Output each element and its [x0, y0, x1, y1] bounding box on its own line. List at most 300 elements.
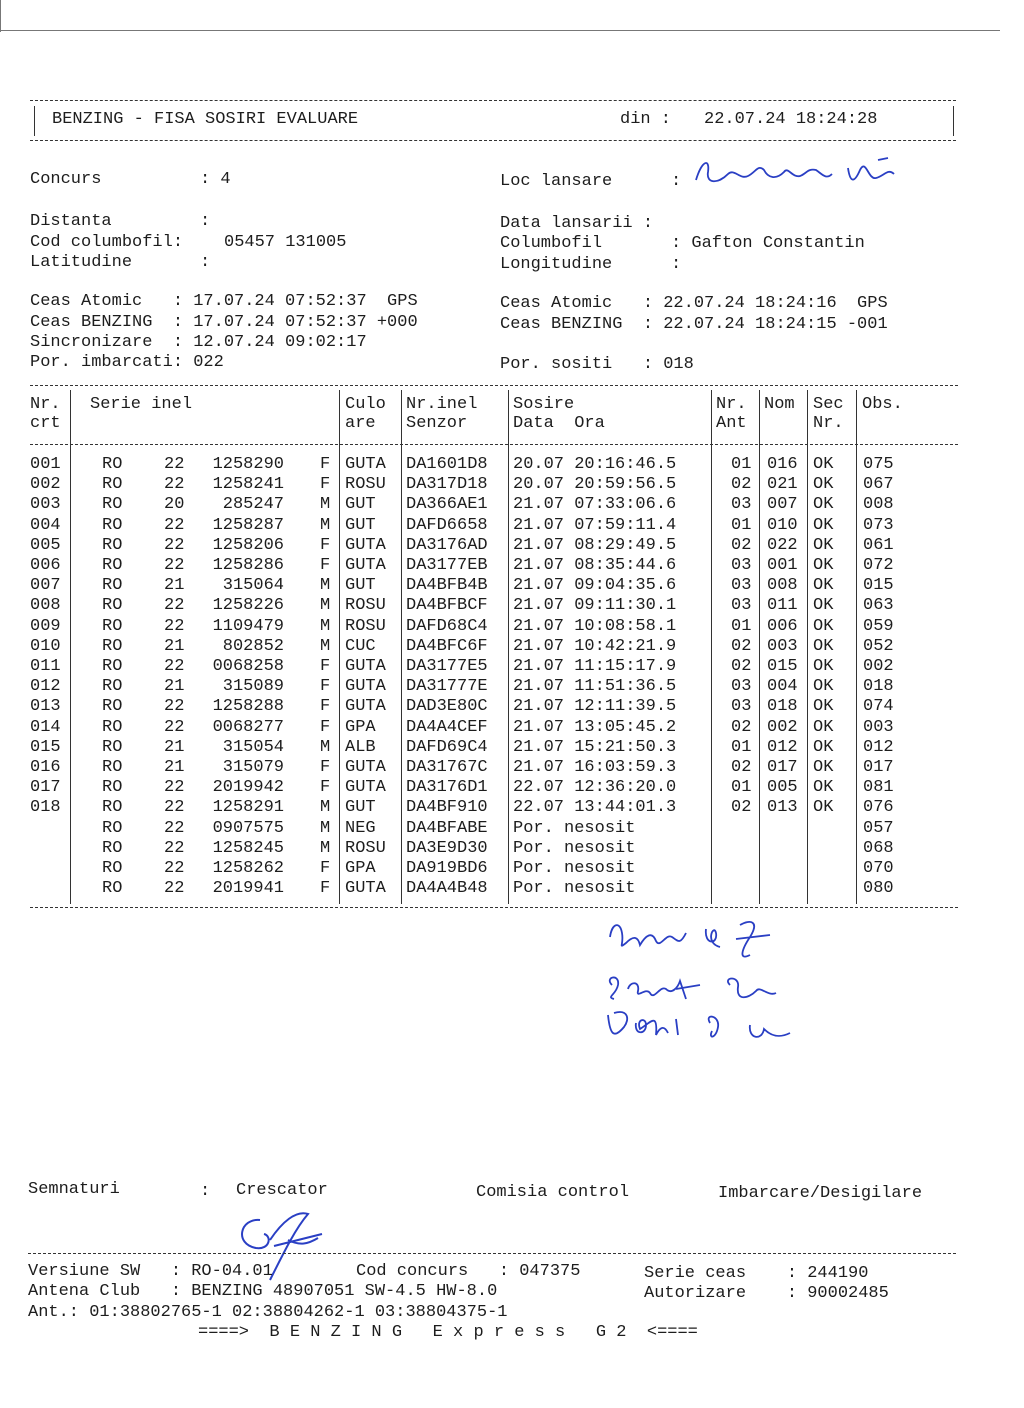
cell-senzor: DA366AE1	[406, 495, 488, 515]
cell-nr-crt: 003	[30, 495, 61, 515]
cod-columbofil-label: Cod columbofil:	[30, 233, 184, 252]
cell-sex: M	[320, 737, 331, 757]
cell-culoare: GUTA	[345, 879, 386, 899]
cell-culoare: GUTA	[345, 556, 386, 575]
cell-senzor: DA4BFB4B	[406, 576, 488, 596]
cell-inel: 1258241	[212, 475, 284, 495]
cell-nr-crt: 001	[30, 455, 61, 474]
antena-club: Antena Club : BENZING 48907051 SW-4.5 HW-8.0	[28, 1282, 498, 1301]
header-left-border	[34, 106, 35, 136]
cell-culoare: GUTA	[345, 535, 386, 555]
cell-an: 22	[164, 515, 185, 535]
benzing-express-banner: ====> B E N Z I N G E x p r e s s G 2 <====	[198, 1323, 698, 1342]
cell-nom: 013	[767, 798, 798, 818]
sincronizare: Sincronizare : 12.07.24 09:02:17	[30, 333, 367, 352]
table-row	[0, 778, 1000, 798]
cell-senzor: DA31777E	[406, 677, 488, 697]
cell-nr-antena: 01	[731, 455, 752, 474]
cell-senzor: DA3177EB	[406, 556, 488, 575]
cell-sex: M	[320, 636, 331, 656]
cell-inel: 1258291	[212, 798, 284, 818]
header-bottom-border	[30, 140, 956, 141]
cell-inel: 802852	[222, 636, 284, 656]
cell-tara: RO	[102, 677, 123, 697]
comisia-control-label: Comisia control	[476, 1183, 630, 1202]
cell-obs: 002	[863, 657, 894, 676]
cell-sec-nr: OK	[813, 596, 834, 616]
cell-nr-crt: 013	[30, 697, 61, 717]
cell-obs: 057	[863, 818, 894, 838]
table-row	[0, 738, 1000, 758]
cell-obs: 072	[863, 556, 894, 575]
cell-tara: RO	[102, 798, 123, 818]
cell-nr-crt: 002	[30, 475, 61, 495]
cell-sosire: 21.07 09:04:35.6	[513, 576, 677, 596]
cell-inel: 1258286	[212, 556, 284, 575]
cell-sex: F	[320, 879, 331, 899]
loc-lansare-label: Loc lansare	[500, 172, 613, 191]
cell-nr-crt: 014	[30, 717, 61, 737]
distanta-value: :	[200, 212, 211, 231]
cell-obs: 075	[863, 455, 894, 474]
semnaturi-label: Semnaturi	[28, 1180, 120, 1199]
cell-an: 21	[164, 677, 185, 697]
header-sec: Sec	[813, 395, 844, 414]
cell-an: 20	[164, 495, 185, 515]
cell-nom: 012	[767, 737, 798, 757]
footer-border	[28, 1253, 956, 1254]
cell-senzor: DA4BFABE	[406, 818, 488, 838]
header-sec-nr: Nr.	[813, 414, 844, 433]
cell-nom: 011	[767, 596, 798, 616]
cell-tara: RO	[102, 879, 123, 899]
left-benzing-clock: Ceas BENZING : 17.07.24 07:52:37 +000	[30, 313, 418, 332]
cell-sosire: 21.07 07:59:11.4	[513, 515, 677, 535]
cell-culoare: GPA	[345, 859, 376, 878]
cell-inel: 1258206	[212, 535, 284, 555]
cell-an: 22	[164, 616, 185, 636]
cell-inel: 1258226	[212, 596, 284, 616]
cell-nom: 002	[767, 717, 798, 737]
cell-sosire: 21.07 10:42:21.9	[513, 636, 677, 656]
cell-sex: F	[320, 455, 331, 474]
table-row	[0, 536, 1000, 556]
cell-nr-crt: 004	[30, 515, 61, 535]
header-data-ora: Data Ora	[513, 414, 605, 433]
cell-nr-crt: 010	[30, 636, 61, 656]
concurs-label: Concurs	[30, 170, 102, 189]
versiune-sw: Versiune SW : RO-04.01	[28, 1262, 273, 1281]
imbarcare-desigilare-label: Imbarcare/Desigilare	[718, 1184, 923, 1203]
handwritten-notes	[600, 915, 820, 1050]
cell-obs: 067	[863, 475, 894, 495]
cell-inel: 1258290	[212, 455, 284, 474]
cell-tara: RO	[102, 495, 123, 515]
table-row	[0, 718, 1000, 738]
distanta-label: Distanta	[30, 212, 112, 231]
cell-sex: M	[320, 495, 331, 515]
cell-culoare: GUT	[345, 495, 376, 515]
cell-inel: 285247	[222, 495, 284, 515]
cell-culoare: GUTA	[345, 455, 386, 474]
table-row	[0, 495, 1000, 515]
cell-inel: 315064	[222, 576, 284, 596]
cell-sex: M	[320, 798, 331, 818]
table-row	[0, 697, 1000, 717]
table-row	[0, 657, 1000, 677]
header-culoare-2: are	[345, 414, 376, 433]
cell-nr-antena: 03	[731, 576, 752, 596]
cell-sosire: 21.07 12:11:39.5	[513, 697, 677, 717]
cell-senzor: DA317D18	[406, 475, 488, 495]
cell-inel: 1258287	[212, 515, 284, 535]
cell-senzor: DA3177E5	[406, 657, 488, 676]
cell-sec-nr: OK	[813, 798, 834, 818]
right-atomic-clock: Ceas Atomic : 22.07.24 18:24:16 GPS	[500, 294, 888, 313]
left-atomic-clock: Ceas Atomic : 17.07.24 07:52:37 GPS	[30, 292, 418, 311]
cell-senzor: DA3176AD	[406, 535, 488, 555]
cell-an: 21	[164, 737, 185, 757]
cell-nr-crt: 017	[30, 778, 61, 798]
cell-obs: 015	[863, 576, 894, 596]
cell-sex: F	[320, 535, 331, 555]
cell-culoare: CUC	[345, 636, 376, 656]
cell-tara: RO	[102, 838, 123, 858]
cell-inel: 2019942	[212, 778, 284, 798]
cell-sec-nr: OK	[813, 455, 834, 474]
cell-an: 21	[164, 636, 185, 656]
cell-sosire: Por. nesosit	[513, 838, 636, 858]
cell-sosire: 21.07 16:03:59.3	[513, 758, 677, 777]
cell-obs: 061	[863, 535, 894, 555]
cell-senzor: DA1601D8	[406, 455, 488, 474]
cell-nr-antena: 02	[731, 758, 752, 777]
cell-culoare: GUT	[345, 515, 376, 535]
cell-nr-crt: 005	[30, 535, 61, 555]
autorizare: Autorizare : 90002485	[644, 1284, 889, 1303]
cell-nom: 022	[767, 535, 798, 555]
cell-nr-crt: 008	[30, 596, 61, 616]
cell-sec-nr: OK	[813, 556, 834, 575]
cell-an: 22	[164, 818, 185, 838]
page-top-line	[0, 30, 1000, 31]
serie-ceas: Serie ceas : 244190	[644, 1264, 869, 1283]
cell-culoare: NEG	[345, 818, 376, 838]
cell-sex: F	[320, 677, 331, 697]
cell-nr-crt: 007	[30, 576, 61, 596]
cell-obs: 074	[863, 697, 894, 717]
cell-nom: 004	[767, 677, 798, 697]
cod-columbofil-value: 05457 131005	[224, 233, 347, 252]
page-edge-line	[0, 0, 1, 32]
cell-obs: 052	[863, 636, 894, 656]
cell-sosire: 21.07 07:33:06.6	[513, 495, 677, 515]
latitudine-value: :	[200, 253, 211, 272]
cell-tara: RO	[102, 758, 123, 777]
cell-inel: 315089	[222, 677, 284, 697]
cell-tara: RO	[102, 657, 123, 676]
cell-inel: 2019941	[212, 879, 284, 899]
cell-an: 22	[164, 475, 185, 495]
cell-sosire: 21.07 15:21:50.3	[513, 737, 677, 757]
cell-sex: F	[320, 758, 331, 777]
cell-senzor: DA3176D1	[406, 778, 488, 798]
table-row	[0, 556, 1000, 576]
cell-nom: 003	[767, 636, 798, 656]
cell-sex: F	[320, 717, 331, 737]
table-row	[0, 617, 1000, 637]
header-top-border	[30, 100, 956, 101]
report-title: BENZING - FISA SOSIRI EVALUARE	[52, 110, 359, 129]
cell-nr-antena: 01	[731, 737, 752, 757]
cell-senzor: DAFD68C4	[406, 616, 488, 636]
cell-culoare: GUTA	[345, 677, 386, 697]
cell-sosire: 21.07 11:51:36.5	[513, 677, 677, 697]
cell-nom: 016	[767, 455, 798, 474]
cell-an: 22	[164, 556, 185, 575]
cell-sec-nr: OK	[813, 576, 834, 596]
cell-senzor: DA4A4B48	[406, 879, 488, 899]
cell-sosire: 22.07 13:44:01.3	[513, 798, 677, 818]
cell-senzor: DA31767C	[406, 758, 488, 777]
cell-obs: 068	[863, 838, 894, 858]
cell-sex: M	[320, 515, 331, 535]
cell-sec-nr: OK	[813, 677, 834, 697]
cell-nr-crt: 006	[30, 556, 61, 575]
cell-sex: M	[320, 596, 331, 616]
cell-nr-crt: 012	[30, 677, 61, 697]
cell-nom: 005	[767, 778, 798, 798]
cell-tara: RO	[102, 818, 123, 838]
cell-sec-nr: OK	[813, 495, 834, 515]
cell-obs: 080	[863, 879, 894, 899]
cell-sosire: Por. nesosit	[513, 818, 636, 838]
cell-tara: RO	[102, 515, 123, 535]
cell-senzor: DA3E9D30	[406, 838, 488, 858]
cell-nr-antena: 02	[731, 475, 752, 495]
cell-senzor: DAFD69C4	[406, 737, 488, 757]
cell-inel: 1109479	[212, 616, 284, 636]
cell-an: 21	[164, 576, 185, 596]
cell-nr-antena: 01	[731, 616, 752, 636]
cell-obs: 003	[863, 717, 894, 737]
columbofil-label: Columbofil	[500, 234, 603, 253]
longitudine-value: :	[671, 255, 682, 274]
cell-sec-nr: OK	[813, 697, 834, 717]
cell-sec-nr: OK	[813, 475, 834, 495]
loc-lansare-handwriting	[688, 150, 908, 200]
header-nr-inel: Nr.inel	[406, 395, 478, 414]
cell-tara: RO	[102, 737, 123, 757]
cell-senzor: DA4BFBCF	[406, 596, 488, 616]
table-header-border	[30, 444, 958, 445]
cell-culoare: GUTA	[345, 697, 386, 717]
cell-sec-nr: OK	[813, 657, 834, 676]
cell-sex: F	[320, 657, 331, 676]
cell-sex: F	[320, 697, 331, 717]
cell-senzor: DA919BD6	[406, 859, 488, 878]
header-crt: crt	[30, 414, 61, 433]
cell-sec-nr: OK	[813, 778, 834, 798]
cell-tara: RO	[102, 596, 123, 616]
cell-nr-crt: 015	[30, 737, 61, 757]
cell-nr-antena: 01	[731, 778, 752, 798]
cell-culoare: GUT	[345, 576, 376, 596]
cell-nr-antena: 01	[731, 515, 752, 535]
concurs-value: : 4	[200, 170, 231, 189]
cell-sec-nr: OK	[813, 616, 834, 636]
cell-tara: RO	[102, 616, 123, 636]
cell-tara: RO	[102, 535, 123, 555]
cell-sex: F	[320, 859, 331, 878]
table-row	[0, 879, 1000, 899]
longitudine-label: Longitudine	[500, 255, 613, 274]
semnaturi-colon: :	[200, 1182, 211, 1201]
table-row	[0, 455, 1000, 475]
cell-an: 22	[164, 697, 185, 717]
cell-nr-antena: 03	[731, 677, 752, 697]
crescator-label: Crescator	[236, 1181, 328, 1200]
table-row	[0, 637, 1000, 657]
cell-sex: M	[320, 576, 331, 596]
cod-concurs: Cod concurs : 047375	[356, 1262, 581, 1281]
cell-an: 22	[164, 596, 185, 616]
cell-sosire: 21.07 09:11:30.1	[513, 596, 677, 616]
cell-tara: RO	[102, 778, 123, 798]
header-right-border	[953, 106, 954, 136]
cell-nom: 010	[767, 515, 798, 535]
cell-nr-antena: 03	[731, 596, 752, 616]
cell-tara: RO	[102, 859, 123, 878]
header-nr: Nr.	[30, 395, 61, 414]
cell-an: 22	[164, 838, 185, 858]
cell-senzor: DA4BFC6F	[406, 636, 488, 656]
cell-inel: 0068258	[212, 657, 284, 676]
cell-an: 22	[164, 859, 185, 878]
cell-nr-antena: 02	[731, 717, 752, 737]
cell-nr-antena: 02	[731, 798, 752, 818]
cell-an: 22	[164, 778, 185, 798]
table-top-border	[30, 385, 958, 386]
cell-culoare: GPA	[345, 717, 376, 737]
cell-obs: 018	[863, 677, 894, 697]
cell-nom: 006	[767, 616, 798, 636]
porumbei-imbarcati: Por. imbarcati: 022	[30, 353, 224, 372]
cell-an: 22	[164, 455, 185, 474]
report-date: 22.07.24 18:24:28	[704, 110, 878, 129]
cell-inel: 1258245	[212, 838, 284, 858]
cell-senzor: DAFD6658	[406, 515, 488, 535]
cell-senzor: DAD3E80C	[406, 697, 488, 717]
right-benzing-clock: Ceas BENZING : 22.07.24 18:24:15 -001	[500, 315, 888, 334]
cell-nr-antena: 02	[731, 535, 752, 555]
cell-obs: 063	[863, 596, 894, 616]
cell-sec-nr: OK	[813, 515, 834, 535]
cell-culoare: ALB	[345, 737, 376, 757]
cell-tara: RO	[102, 576, 123, 596]
cell-sosire: 22.07 12:36:20.0	[513, 778, 677, 798]
cell-inel: 315079	[222, 758, 284, 777]
cell-nr-crt: 011	[30, 657, 61, 676]
cell-nr-antena: 03	[731, 697, 752, 717]
cell-culoare: ROSU	[345, 616, 386, 636]
cell-inel: 1258288	[212, 697, 284, 717]
table-row	[0, 839, 1000, 859]
header-sosire: Sosire	[513, 395, 575, 414]
cell-sec-nr: OK	[813, 758, 834, 777]
cell-culoare: GUT	[345, 798, 376, 818]
cell-inel: 0068277	[212, 717, 284, 737]
cell-culoare: ROSU	[345, 475, 386, 495]
cell-culoare: ROSU	[345, 838, 386, 858]
header-obs: Obs.	[862, 395, 903, 414]
cell-obs: 070	[863, 859, 894, 878]
cell-nr-crt: 018	[30, 798, 61, 818]
cell-obs: 076	[863, 798, 894, 818]
cell-tara: RO	[102, 556, 123, 575]
cell-an: 22	[164, 879, 185, 899]
antena-list: Ant.: 01:38802765-1 02:38804262-1 03:38804375-1	[28, 1303, 508, 1322]
cell-obs: 073	[863, 515, 894, 535]
cell-culoare: GUTA	[345, 657, 386, 676]
header-nom: Nom	[764, 395, 795, 414]
cell-nom: 017	[767, 758, 798, 777]
cell-sex: M	[320, 616, 331, 636]
cell-nom: 008	[767, 576, 798, 596]
cell-tara: RO	[102, 697, 123, 717]
cell-inel: 1258262	[212, 859, 284, 878]
cell-inel: 0907575	[212, 818, 284, 838]
cell-nom: 015	[767, 657, 798, 676]
cell-an: 22	[164, 798, 185, 818]
header-serie-inel: Serie inel	[90, 395, 193, 414]
cell-tara: RO	[102, 717, 123, 737]
table-row	[0, 758, 1000, 778]
cell-tara: RO	[102, 475, 123, 495]
cell-an: 21	[164, 758, 185, 777]
header-ant: Ant	[716, 414, 747, 433]
table-row	[0, 859, 1000, 879]
cell-an: 22	[164, 717, 185, 737]
cell-sosire: 21.07 13:05:45.2	[513, 717, 677, 737]
table-row	[0, 475, 1000, 495]
table-row	[0, 596, 1000, 616]
header-nr-ant: Nr.	[716, 395, 747, 414]
latitudine-label: Latitudine	[30, 253, 133, 272]
cell-senzor: DA4BF910	[406, 798, 488, 818]
cell-tara: RO	[102, 636, 123, 656]
cell-sec-nr: OK	[813, 636, 834, 656]
cell-sex: M	[320, 838, 331, 858]
report-date-label: din :	[620, 110, 672, 129]
cell-sec-nr: OK	[813, 737, 834, 757]
cell-tara: RO	[102, 455, 123, 474]
cell-culoare: ROSU	[345, 596, 386, 616]
cell-sex: F	[320, 778, 331, 798]
cell-obs: 017	[863, 758, 894, 777]
table-bottom-border	[30, 907, 958, 908]
cell-obs: 081	[863, 778, 894, 798]
cell-nr-antena: 02	[731, 657, 752, 676]
header-culoare-1: Culo	[345, 395, 386, 414]
cell-sec-nr: OK	[813, 535, 834, 555]
data-lansarii-label: Data lansarii :	[500, 214, 654, 233]
cell-inel: 315054	[222, 737, 284, 757]
cell-sex: F	[320, 475, 331, 495]
cell-culoare: GUTA	[345, 778, 386, 798]
cell-nom: 018	[767, 697, 798, 717]
cell-nom: 007	[767, 495, 798, 515]
